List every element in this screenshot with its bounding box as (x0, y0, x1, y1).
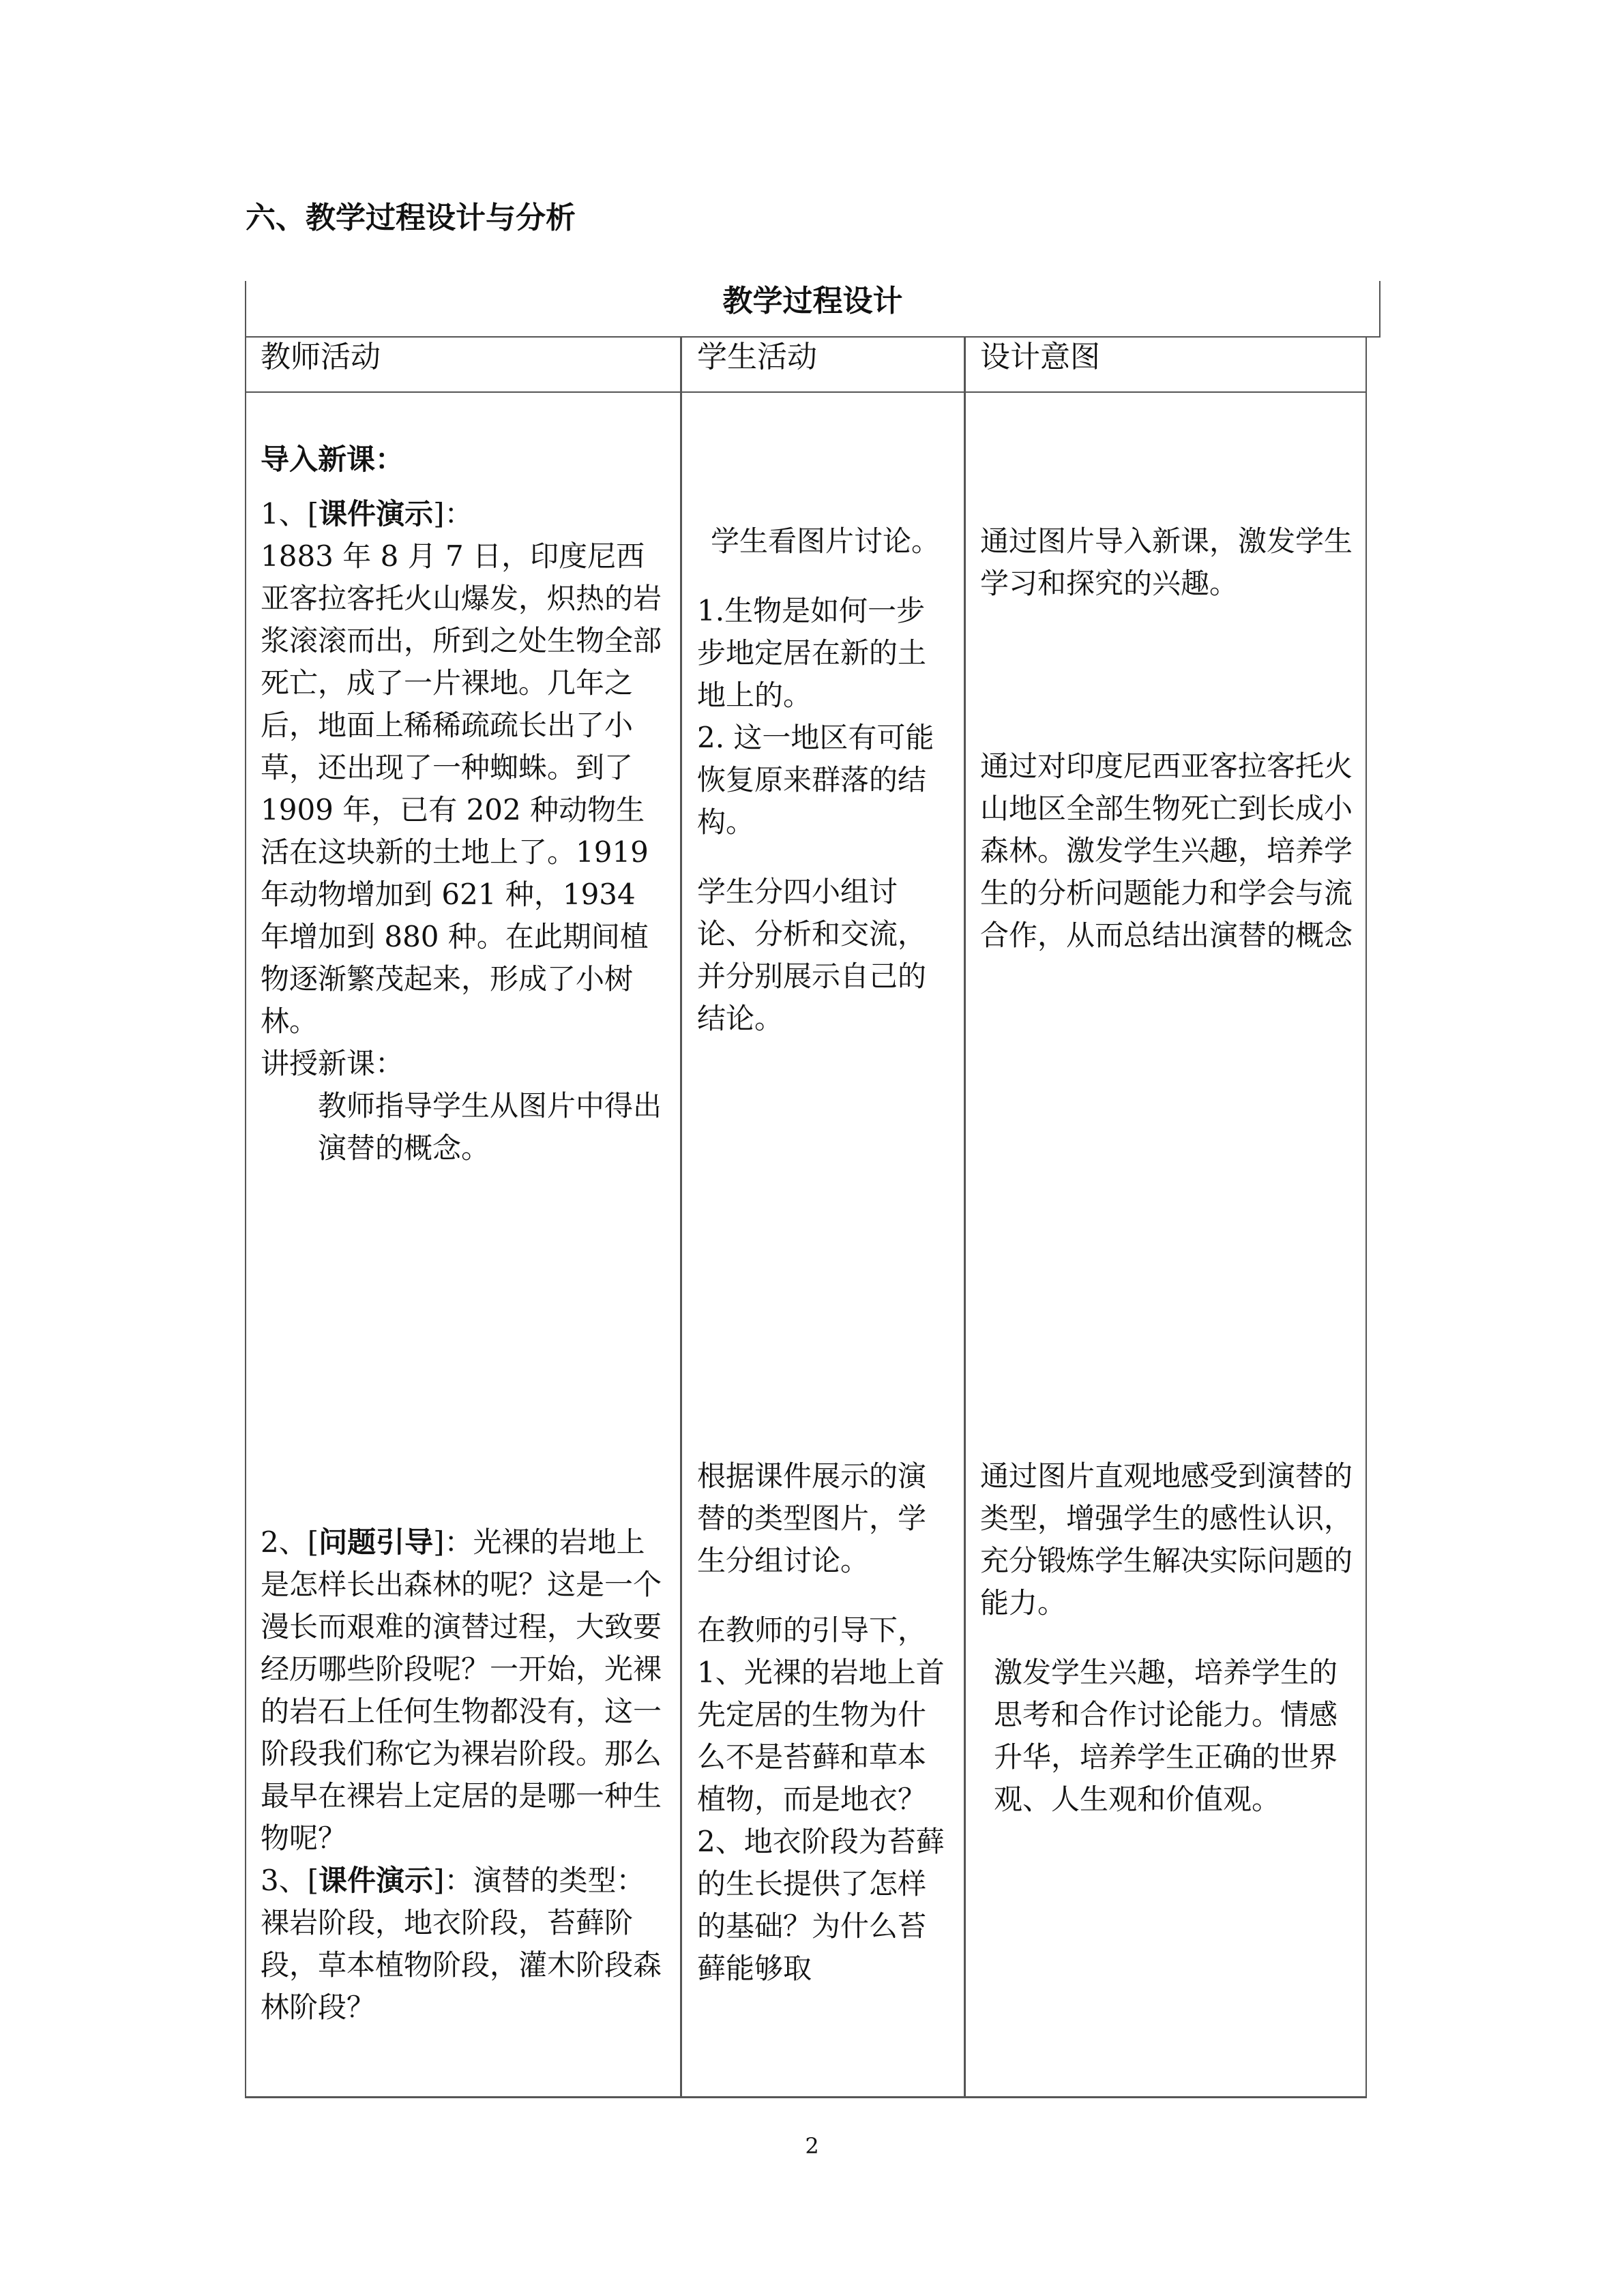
intent-p2: 通过对印度尼西亚客拉客托火山地区全部生物死亡到长成小森林。激发学生兴趣，培养学生的分析问题能力和学会与流合作，从而总结出演替的概念 (980, 749, 1353, 952)
student-r2-p1: 根据课件展示的演替的类型图片，学生分组讨论。 (697, 1459, 927, 1577)
col-header-intent: 设计意图 (980, 340, 1100, 374)
table-title: 教学过程设计 (722, 284, 903, 318)
student-p2: 1.生物是如何一步步地定居在新的土地上的。 (697, 594, 927, 712)
col-header-teacher: 教师活动 (261, 340, 381, 374)
row2-student-cell (697, 1455, 952, 1990)
row1-teacher-cell (261, 438, 666, 1169)
student-p4: 学生分四小组讨论、分析和交流，并分别展示自己的结论。 (697, 875, 927, 1035)
item2-text: 2、[问题引导]：光裸的岩地上是怎样长出森林的呢？这是一个漫长而艰难的演替过程，大致要经历哪些阶段呢？一开始，光裸的岩石上任何生物都没有，这一阶段我们称它为裸岩阶段。那么最早在裸岩上定居的是哪一种生物呢？ (261, 1525, 662, 1855)
table-right-border (1365, 336, 1367, 2098)
col-header-student: 学生活动 (697, 340, 817, 374)
item3-text: 3、[课件演示]：演替的类型：裸岩阶段，地衣阶段，苔藓阶段，草本植物阶段，灌木阶段森林阶段？ (261, 1864, 662, 2024)
item1-text: 1883 年 8 月 7 日，印度尼西亚客拉客托火山爆发，炽热的岩浆滚滚而出，所到之处生物全部死亡，成了一片裸地。几年之后，地面上稀稀疏疏长出了小草，还出现了一种蜘蛛。到了 1909 年，已有 202 种动物生活在这块新的土地上了。1919 年动物增加到 621 种，1934 年增加到 880 种。在此期间植物逐渐繁茂起来，形成了小树林。 (261, 539, 662, 1038)
intent-p1: 通过图片导入新课，激发学生学习和探究的兴趣。 (980, 524, 1353, 600)
intent-r2-p1: 通过图片直观地感受到演替的类型，增强学生的感性认识，充分锻炼学生解决实际问题的能力。 (980, 1459, 1353, 1620)
intent-r2-p2: 激发学生兴趣，培养学生的思考和合作讨论能力。情感升华，培养学生正确的世界观、人生观和价值观。 (994, 1656, 1338, 1816)
col-divider-2 (964, 336, 966, 2098)
table-left-border (245, 336, 246, 2098)
student-r2-p2: 在教师的引导下，1、光裸的岩地上首先定居的生物为什么不是苔藓和草本植物，而是地衣？2、地衣阶段为苔藓的生长提供了怎样的基础？为什么苔藓能够取 (697, 1613, 945, 1985)
row2-intent-cell (980, 1455, 1354, 1821)
col-divider-1 (680, 336, 682, 2098)
page-number: 2 (805, 2133, 819, 2159)
header-bottom-border (245, 391, 1367, 393)
row2-teacher-cell (261, 1521, 666, 2029)
lecture-label: 讲授新课： (261, 1047, 404, 1080)
student-p3: 2. 这一地区有可能恢复原来群落的结构。 (697, 721, 934, 839)
lecture-text: 教师指导学生从图片中得出演替的概念。 (318, 1089, 662, 1165)
row1-intent-cell (980, 520, 1354, 957)
row1-student-cell (697, 520, 952, 1040)
item1-heading: 1、[课件演示]： (261, 497, 473, 531)
student-p1: 学生看图片讨论。 (711, 524, 941, 558)
intro-label: 导入新课： (261, 443, 404, 476)
section-heading: 六、教学过程设计与分析 (246, 200, 576, 235)
table-bottom-border (245, 2096, 1367, 2098)
